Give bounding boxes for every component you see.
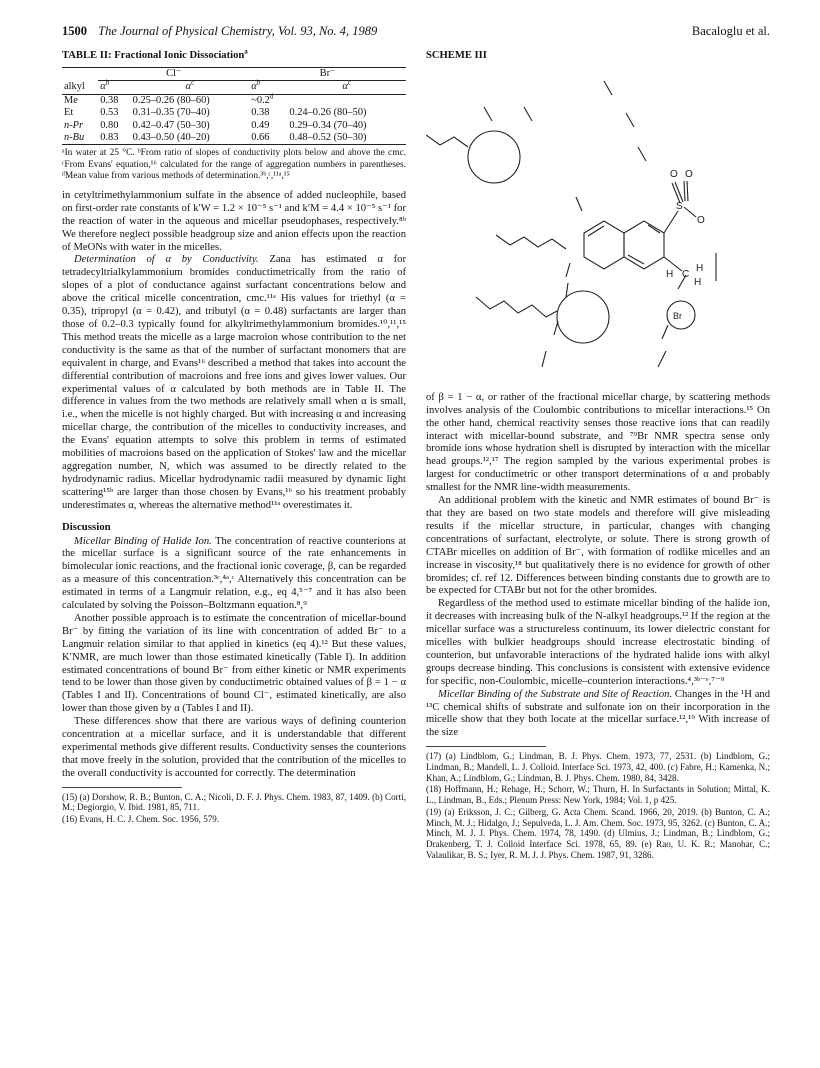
headgroup-circle-bottom [557,291,609,343]
footnote-rule [62,787,182,788]
table-row: n-Pr 0.80 0.42–0.47 (50–30) 0.49 0.29–0.34 (70–40) [64,119,367,131]
paragraph: Micellar Binding of the Substrate and Site of Reaction. Changes in the ¹H and ¹³C chemical shifts of substrate and sulfonate ion on their incorporation in the micelle show that they both locate at the micellar surface.¹²,¹⁹ With increase of the size [426,688,770,739]
fractional-dissociation-table [62,67,406,145]
paragraph: in cetyltrimethylammonium sulfate in the absence of added nucleophile, based on first-order rate constants of k′W = 1.2 × 10⁻⁵ s⁻¹ and k′M = 4.4 × 10⁻⁵ s⁻¹ for the reaction of water in the aqueous and micellar pseudophases, respectively.⁸ᵇ We therefore neglect possible headgroup size and anion effects upon the reaction of MeONs with water in the micelles. [62,189,406,253]
reference: (15) (a) Dorshow, R. B.; Bunton, C. A.; Nicoli, D. F. J. Phys. Chem. 1983, 87, 1409. (b) Corti, M.; Degiorgio, V. Ibid. 1981, 85, 711. [62,791,406,813]
scheme-title: SCHEME III [426,50,487,61]
table-row: Me 0.38 0.25–0.26 (80–60) ~0.2$^d$ [64,92,274,106]
label-o2: O [685,168,693,180]
paragraph: of β = 1 − α, or rather of the fractional micellar charge, by scattering methods involves analysis of the Coulombic contributions to micellar interactions.¹⁵ On the other hand, chemical reactivity senses those reactive ions that can readily interact with micellar-bound substrate, and ⁷⁹Br NMR spectra sense only bromide ions whose hydration shell is disrupted by interaction with the micellar head groups.¹²,¹⁷ The region sampled by the various experimental probes is largest for conductimetric or other transport determinations of α and probably smallest for the NMR line-width measurements. [426,391,770,494]
table-caption: TABLE II: Fractional Ionic Dissociation$^a$ [62,47,248,61]
right-column [426,50,770,861]
running-header [62,24,770,40]
reference: (19) (a) Eriksson, J. C.; Gilberg, G. Acta Chem. Scand. 1966, 20, 2019. (b) Bunton, C. A.; Minch, M. J.; Hidalgo, J.; Sepulveda, L. J. Am. Chem. Soc. 1973, 95, 3262. (c) Bunton, C. A.; Minch, M. J. J. Phys. Chem. 1974, 78, 1490. (d) Ulmius, J.; Lindman, B.; Lindblom, G.; Drakenberg, T. J. Colloid Interface Sci. 1978, 65, 89. (e) Rao, U. K. R.; Manohar, C.; Valaulikar, B. S.; Iyer, R. M. J. J. Phys. Chem. 1987, 91, 3286. [426,806,770,860]
c-s-bond [664,211,678,233]
paragraph: Regardless of the method used to estimate micellar binding of the halide ion, it decreases with increasing bulk of the N-alkyl headgroups.¹² If the region at the micellar surface was a structureless continuum, its lower dielectric constant for micelles with bulkier headgroups should increase electrostatic binding of counterion, but unfavorable interactions of the hydrated halide ions with alkyl groups decrease binding. This conclusions is consistent with extensive evidence for specific, non-Coulombic, micelle–counterion interactions.⁴,³ᵇ⁻ᵉ,⁷⁻⁹ [426,598,770,687]
label-o3: O [697,214,705,226]
label-c: C [682,268,690,280]
col-alpha-b-header-br: $\alpha^b$ [251,78,261,93]
references-left [62,792,406,825]
aromatic-ring-1 [584,221,624,269]
label-br: Br [673,310,682,321]
paragraph: These differences show that there are various ways of defining counterion concentration at a micellar surface, and it is understandable that different experimental methods give different results. Conductivity senses the counterions that move freely in the solution, provided that the contribution of the micelles to the overall conductivity is accounted for correctly. The determination [62,716,406,779]
scheme-iii-diagram [426,65,770,387]
aromatic-ring-2 [624,221,664,269]
col-alpha-b-header: $\alpha^b$ [100,78,110,93]
left-column [62,47,406,826]
section-heading: Discussion [62,520,111,533]
reference: (18) Hoffmann, H.; Rehage, H.; Schorr, W.; Thurn, H. In Surfactants in Solution; Mittal, K. L., Lindman, B., Eds.; Plenum Press: New York, 1984; Vol. 1, p 425. [426,784,770,806]
label-h3: H [694,276,702,288]
tail-bottom [476,297,557,317]
label-h2: H [696,262,704,274]
paragraph: An additional problem with the kinetic and NMR estimates of bound Br⁻ is that they are based on two state models and therefore will give misleading results if the micellar structure, in particular, changes with changing concentrations of surfactant, electrolyte, or solute. There is strong growth of CTABr micelles on addition of Br⁻, with formation of rodlike micelles and an increase in viscosity,¹⁸ but qualitatively there is no evidence for growth of other bromides; cf. ref 12. Differences between binding constants due to growth are to be expected for CTABr but not for the other bromides. [426,495,770,597]
reference: (16) Evans, H. C. J. Chem. Soc. 1956, 579. [62,814,220,825]
label-s: S [676,200,683,212]
journal-citation: The Journal of Physical Chemistry, Vol. 93, No. 4, 1989 [98,24,378,38]
references-right [426,751,770,860]
col-alpha-c-header-br: $\alpha^c$ [342,78,351,93]
col-alkyl-header: alkyl [64,81,85,93]
running-authors: Bacaloglu et al. [691,24,770,38]
group-br-header: Br⁻ [249,67,406,80]
footnote-rule [426,746,546,747]
tail-top [426,135,468,147]
tail-middle [496,235,566,249]
col-alpha-c-header: $\alpha^c$ [185,78,195,93]
group-cl-header: Cl⁻ [98,67,249,80]
table-footnote: ᵃIn water at 25 °C. ᵇFrom ratio of slopes of conductivity plots below and above the cmc. ᶜFrom Evans' equation,¹⁶ calculated for the range of aggregation numbers in parentheses. ᵈMean value from various methods of determination.³ᵇ,ᶜ,¹¹ᵃ,¹⁵ [62,148,406,181]
label-h1: H [666,268,674,280]
table-row: n-Bu 0.83 0.43–0.50 (40–20) 0.66 0.48–0.52 (50–30) [62,132,406,145]
table-row: Et 0.53 0.31–0.35 (70–40) 0.38 0.24–0.26 (80–50) [64,107,367,119]
label-o1: O [670,168,678,180]
reference: (17) (a) Lindblom, G.; Lindman, B. J. Phys. Chem. 1973, 77, 2531. (b) Lindblom, G.; Lindman, B.; Mandell, L. J. Colloid. Interface Sci. 1973, 42, 400. (c) Fabre, H.; Kamenka, N.; Khan, A.; Lindblom, G.; Lindman, B. J. Phys. Chem. 1980, 84, 3428. [426,751,770,783]
paragraph: Micellar Binding of Halide Ion. The concentration of reactive counterions at the micellar surface is a significant source of the rate enhancements in bimolecular ionic reactions, and the fractional ionic coverage, β, can be regarded as a measure of this concentration.³ᶜ,⁴ᵃ,ᶜ Alternatively this concentration can be estimated in terms of a Langmuir relation, e.g., eq 4,⁵⁻⁷ and it has also been calculated by solving the Poisson–Boltzmann equation.⁸,⁹ [62,535,406,612]
headgroup-circle-top [468,131,520,183]
page-number: 1500 [62,24,87,38]
paragraph: Determination of α by Conductivity. Zana has estimated α for tetradecyltrialkylammonium bromides conductimetrically from the ratio of slopes of a plot of conductance against surfactant concentrations below and above the critical micelle concentration, cmc.¹¹ᵃ His values for triethyl (α = 0.35), tripropyl (α = 0.42), and tributyl (α = 0.48) surfactants are larger than those of 0.2–0.3 typically found for alkyltrimethylammonium bromides.¹⁰,¹¹,¹⁵ This method treats the micelle as a large macroion whose contribution to the net conductivity is the same as that of the number of surfactant monomers that are equivalent in charge, and Evans¹⁶ described a method that takes into account the differential contribution of macroions and free ions and gives lower values. Our experimental values of α calculated by both methods are in Table II. The difference in values from the two methods are relatively small when α is small, i.e., when the micelle is not highly charged. But with increasing α and increasing micellar charge, the contribution of the micelles to conductivity increases, and the Evans' equation attempts to solve this problem in terms of estimated mobilities of macroions based on the application of Stokes' law and the micellar aggregation number, N, which was assumed to be directly related to the hydrodynamic radius. Micellar hydrodynamic radii measured by dynamic light scattering¹⁵ᵇ are larger than those chosen by Evans,¹⁶ so his treatment probably underestimates α, whereas the alternative method¹¹ᵃ overestimates it. [62,254,406,511]
paragraph: Another possible approach is to estimate the concentration of micellar-bound Br⁻ by fitting the variation of its line with concentration of added Br⁻ to a Langmuir relation similar to that applied in kinetics (eq 4).¹² But these values, K′NMR, are much lower than those estimated kinetically (Table I). In addition estimated concentrations of bound Br⁻ from either kinetic or NMR experiments tend to be lower than those given by conductimetric obtained values of β = 1 − α (Tables I and II). Concentrations of bound Cl⁻, estimated kinetically, are also lower than those given by α (Tables I and II). [62,612,406,715]
s-o-bond [684,207,696,217]
